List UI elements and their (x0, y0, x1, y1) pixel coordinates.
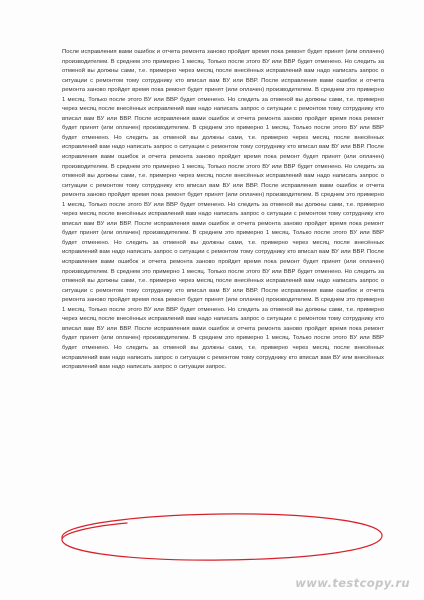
watermark-logo: www.testcopy.ru (295, 576, 410, 590)
red-ellipse-annotation (52, 508, 388, 564)
document-body-text: После исправления вами ошибок и отчета ремонта заново пройдет время пока ремонт будет принят (или оплачен) производителем. В среднем это примерно 1 месяц. Только после этого ВУ или ВВР будет отменено. Но следить за отменой вы должны сами, т.е. примерно через месяц после внесённых исправлений вам надо написать запрос о ситуации с ремонтом тому сотруднику кто вписал вам ВУ или ВВР. После исправления вами ошибок и отчета ремонта заново пройдет время пока ремонт будет принят (или оплачен) производителем. В среднем это примерно 1 месяц. Только после этого ВУ или ВВР будет отменено. Но следить за отменой вы должны сами, т.е. примерно через месяц после внесённых исправлений вам надо написать запрос о ситуации с ремонтом тому сотруднику кто вписал вам ВУ или ВВР. После исправления вами ошибок и отчета ремонта заново пройдет время пока ремонт будет принят (или оплачен) производителем. В среднем это примерно 1 месяц. Только после этого ВУ или ВВР будет отменено. Но следить за отменой вы должны сами, т.е. примерно через месяц после внесённых исправлений вам надо написать запрос о ситуации с ремонтом тому сотруднику кто вписал вам ВУ или ВВР. После исправления вами ошибок и отчета ремонта заново пройдет время пока ремонт будет принят (или оплачен) производителем. В среднем это примерно 1 месяц. Только после этого ВУ или ВВР будет отменено. Но следить за отменой вы должны сами, т.е. примерно через месяц после внесённых исправлений вам надо написать запрос о ситуации с ремонтом тому сотруднику кто вписал вам ВУ или ВВР. После исправления вами ошибок и отчета ремонта заново пройдет время пока ремонт будет принят (или оплачен) производителем. В среднем это примерно 1 месяц. Только после этого ВУ или ВВР будет отменено. Но следить за отменой вы должны сами, т.е. примерно через месяц после внесённых исправлений вам надо написать запрос о ситуации с ремонтом тому сотруднику кто вписал вам ВУ или ВВР. После исправления вами ошибок и отчета ремонта заново пройдет время пока ремонт будет принят (или оплачен) производителем. В среднем это примерно 1 месяц. Только после этого ВУ или ВВР будет отменено. Но следить за отменой вы должны сами, т.е. примерно через месяц после внесённых исправлений вам надо написать запрос о ситуации с ремонтом тому сотруднику кто вписал вам ВУ или ВВР. После исправления вами ошибок и отчета ремонта заново пройдет время пока ремонт будет принят (или оплачен) производителем. В среднем это примерно 1 месяц. Только после этого ВУ или ВВР будет отменено. Но следить за отменой вы должны сами, т.е. примерно через месяц после внесённых исправлений вам надо написать запрос о ситуации с ремонтом тому сотруднику кто вписал вам ВУ или ВВР. После исправления вами ошибок и отчета ремонта заново пройдет время пока ремонт будет принят (или оплачен) производителем. В среднем это примерно 1 месяц. Только после этого ВУ или ВВР будет отменено. Но следить за отменой вы должны сами, т.е. примерно через месяц после внесённых исправлений вам надо написать запрос о ситуации с ремонтом тому сотруднику кто вписал вам ВУ или ВВР. После исправления вами ошибок и отчета ремонта заново пройдет время пока ремонт будет принят (или оплачен) производителем. В среднем это примерно 1 месяц. Только после этого ВУ или ВВР будет отменено. Но следить за отменой вы должны сами, т.е. примерно через месяц после внесённых исправлений вам надо написать запрос о ситуации с ремонтом тому сотруднику кто вписал вам ВУ или внесённых исправлений вам надо написать запрос о ситуации запрос. (62, 49, 384, 371)
red-ellipse-stroke (62, 514, 382, 560)
